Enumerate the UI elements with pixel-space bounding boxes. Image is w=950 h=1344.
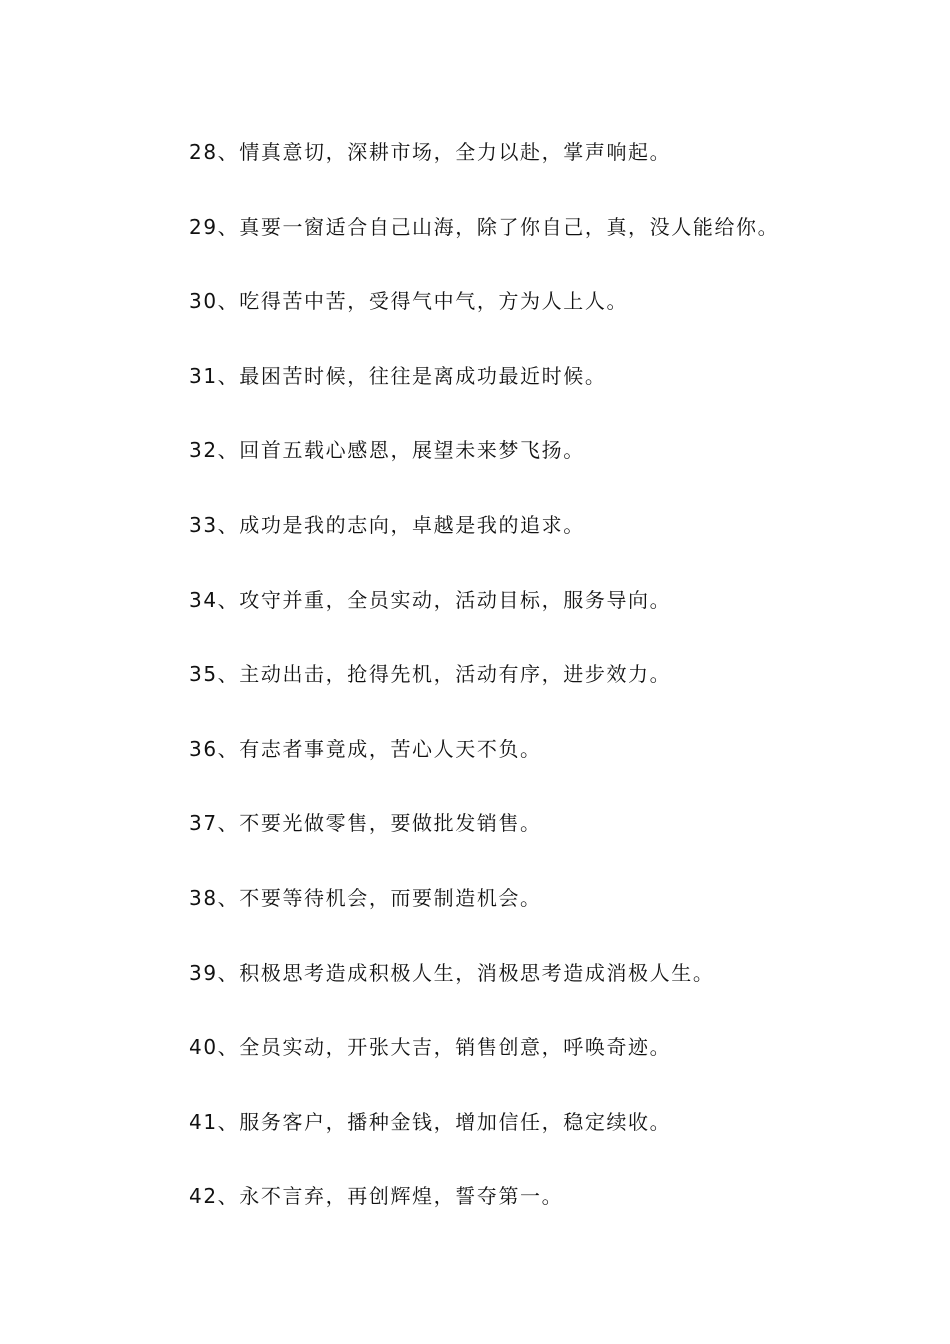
list-item: 30、吃得苦中苦，受得气中气，方为人上人。 (189, 289, 629, 314)
list-item: 39、积极思考造成积极人生，消极思考造成消极人生。 (189, 960, 715, 985)
list-item: 41、服务客户，播种金钱，增加信任，稳定续收。 (189, 1109, 672, 1134)
list-item: 29、真要一窗适合自己山海，除了你自己，真，没人能给你。 (189, 214, 780, 239)
list-item: 34、攻守并重，全员实动，活动目标，服务导向。 (189, 587, 672, 612)
list-item: 31、最困苦时候，往往是离成功最近时候。 (189, 363, 607, 388)
list-item: 42、永不言弃，再创辉煌，誓夺第一。 (189, 1184, 564, 1209)
slogan-list (189, 134, 909, 1253)
list-item: 40、全员实动，开张大吉，销售创意，呼唤奇迹。 (189, 1035, 672, 1060)
list-item: 28、情真意切，深耕市场，全力以赴，掌声响起。 (189, 140, 672, 164)
list-item: 35、主动出击，抢得先机，活动有序，进步效力。 (189, 662, 672, 687)
list-item: 38、不要等待机会，而要制造机会。 (189, 885, 542, 910)
list-item: 33、成功是我的志向，卓越是我的追求。 (189, 512, 585, 537)
list-item: 32、回首五载心感恩，展望未来梦飞扬。 (189, 438, 585, 463)
list-item: 37、不要光做零售，要做批发销售。 (189, 811, 542, 836)
list-item: 36、有志者事竟成，苦心人天不负。 (189, 736, 542, 761)
